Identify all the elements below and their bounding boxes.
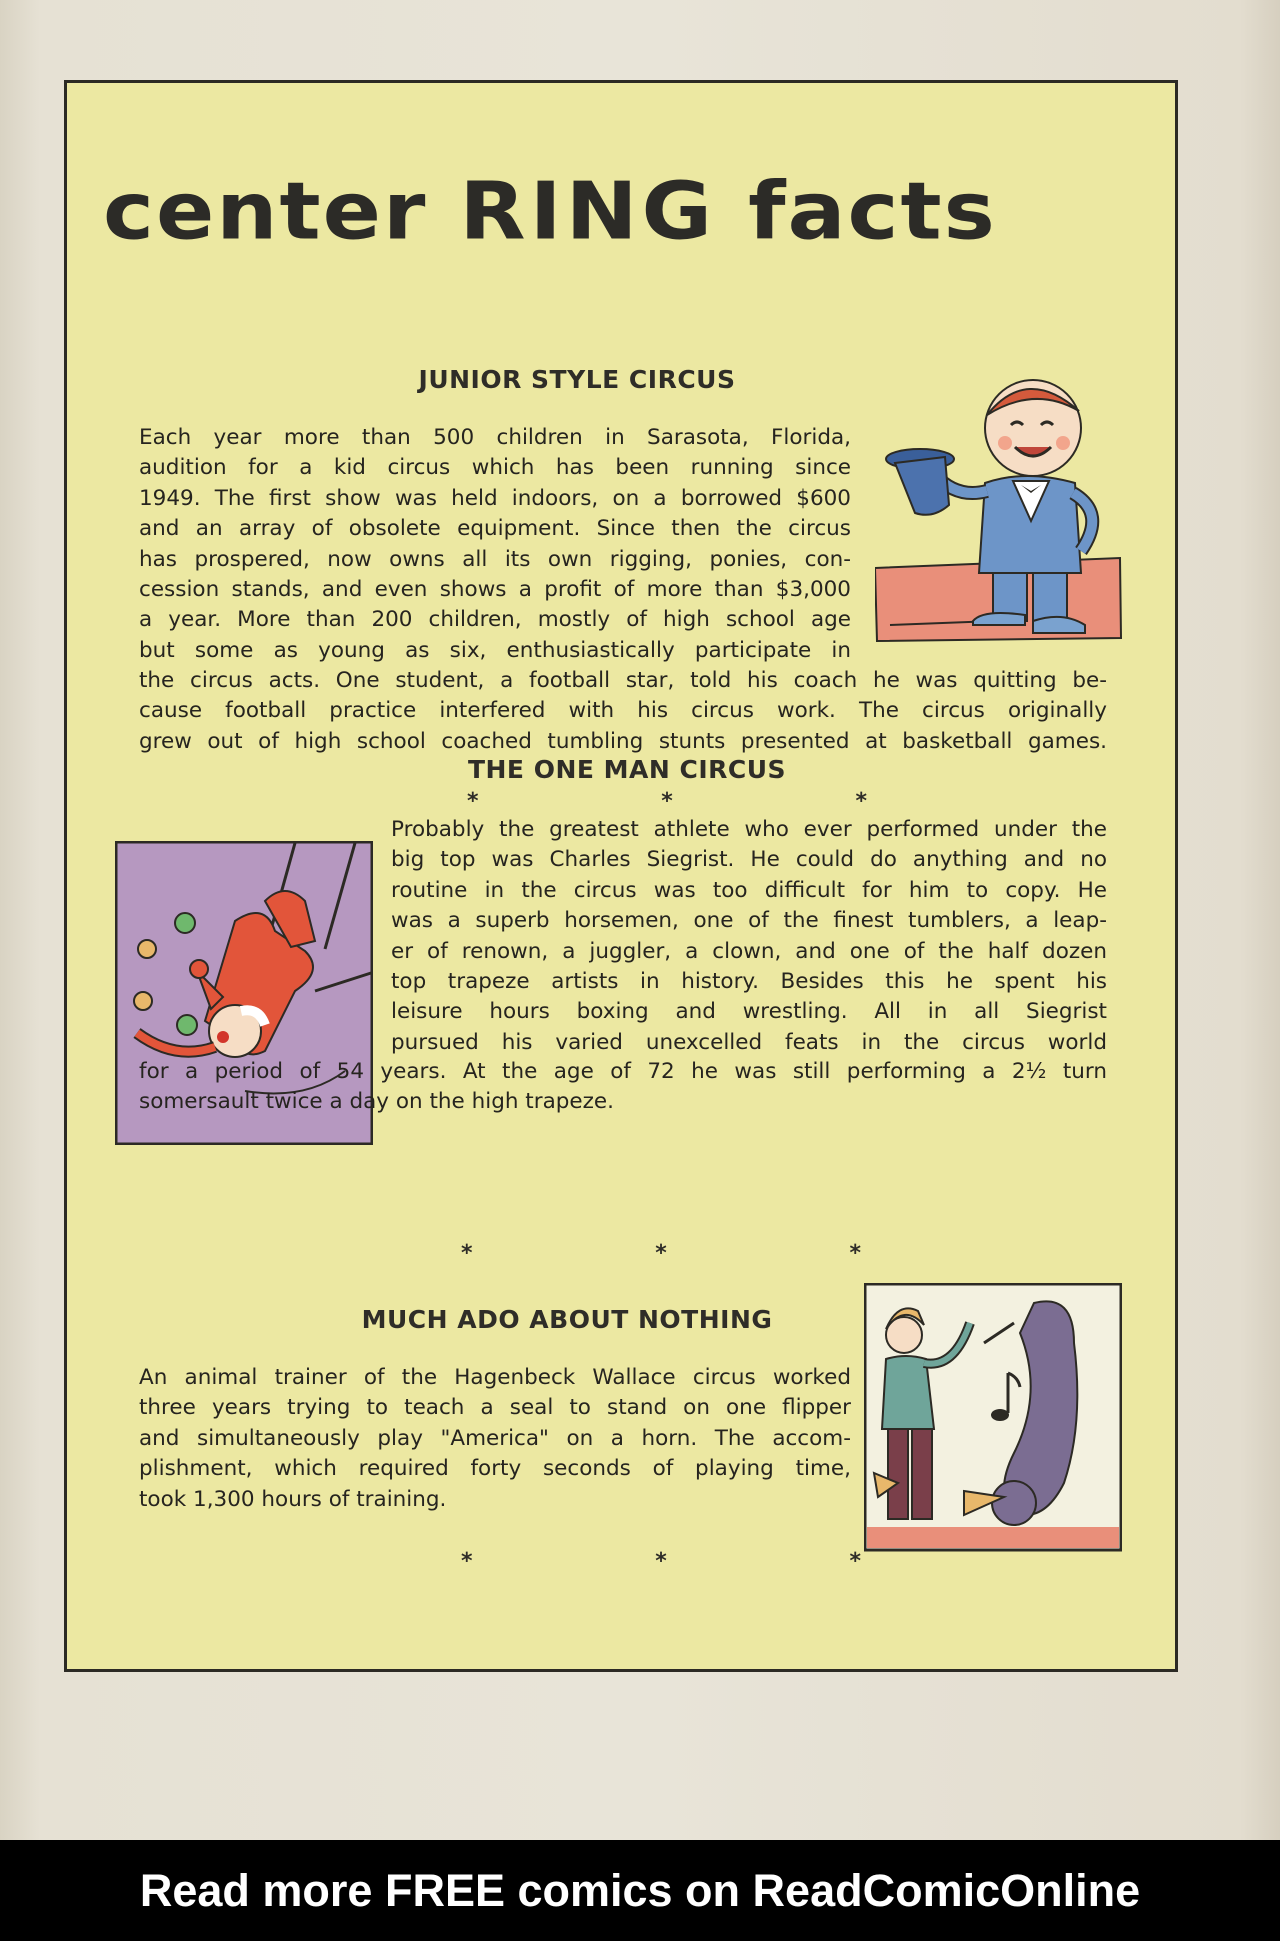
section-divider-stars [461,1241,861,1266]
star: * [461,1241,473,1266]
text-line: but some as young as six, enthusiastically participate in [139,637,851,663]
one-man-circus-text-bottom [139,1057,1107,1118]
junior-circus-text-bottom [139,666,1107,757]
star: * [849,1241,861,1266]
star: * [467,789,479,814]
text-line: has prospered, now owns all its own rigging, ponies, con- [139,546,851,572]
star: * [461,1549,473,1574]
text-line: routine in the circus was too difficult for him to copy. He [391,877,1107,903]
text-line: somersault twice a day on the high trapeze. [139,1089,614,1115]
ringmaster-boy-icon [875,363,1125,653]
title-word-facts: facts [748,166,997,258]
title-word-ring: RING [459,166,717,258]
text-line: big top was Charles Siegrist. He could do anything and no [391,847,1107,873]
text-line: was a superb horsemen, one of the finest tumblers, a leap- [391,908,1107,934]
seal-horn-icon [864,1283,1122,1553]
much-ado-text [139,1363,851,1515]
text-line: audition for a kid circus which has been running since [139,455,851,481]
page-title [103,166,1143,258]
text-line: pursued his varied unexcelled feats in the circus world [391,1029,1107,1055]
text-line: Probably the greatest athlete who ever performed under the [391,817,1107,842]
text-line: An animal trainer of the Hagenbeck Wallace circus worked [139,1365,851,1390]
text-line: and simultaneously play "America" on a horn. The accom- [139,1425,851,1451]
junior-circus-text-top [139,423,851,666]
one-man-circus-text-top [391,815,1107,1058]
star: * [855,789,867,814]
text-line: top trapeze artists in history. Besides this he spent his [391,969,1107,995]
ringmaster-boy-illustration [875,363,1125,653]
text-line: three years trying to teach a seal to stand on one flipper [139,1395,851,1421]
fact-panel [64,80,1178,1672]
text-line: grew out of high school coached tumbling stunts presented at basketball games. [139,728,1107,754]
section-divider-stars [467,789,867,814]
text-line: and an array of obsolete equipment. Since then the circus [139,516,851,542]
text-line: for a period of 54 years. At the age of 72 he was still performing a 2½ turn [139,1059,1107,1084]
seal-trainer-illustration [864,1283,1122,1553]
text-line: cause football practice interfered with his circus work. The circus originally [139,698,1107,724]
section-heading-much-ado: MUCH ADO ABOUT NOTHING [361,1305,773,1334]
section-divider-stars [461,1549,861,1574]
text-line: plishment, which required forty seconds of playing time, [139,1456,851,1482]
text-line: took 1,300 hours of training. [139,1486,447,1512]
text-line: cession stands, and even shows a profit of more than $3,000 [139,577,851,603]
star: * [655,1241,667,1266]
title-word-center: center [103,166,428,258]
footer-promo-text[interactable]: Read more FREE comics on ReadComicOnline [139,1865,1141,1916]
text-line: er of renown, a juggler, a clown, and one of the half dozen [391,938,1107,964]
star: * [655,1549,667,1574]
text-line: leisure hours boxing and wrestling. All in all Siegrist [391,999,1107,1025]
star: * [849,1549,861,1574]
text-line: 1949. The first show was held indoors, on a borrowed $600 [139,485,851,511]
text-line: a year. More than 200 children, mostly of high school age [139,607,851,633]
text-line: Each year more than 500 children in Sarasota, Florida, [139,425,851,450]
text-line: the circus acts. One student, a football star, told his coach he was quitting be- [139,668,1107,693]
section-heading-junior-circus: JUNIOR STYLE CIRCUS [418,365,736,394]
section-heading-one-man-circus: THE ONE MAN CIRCUS [467,755,787,784]
star: * [661,789,673,814]
